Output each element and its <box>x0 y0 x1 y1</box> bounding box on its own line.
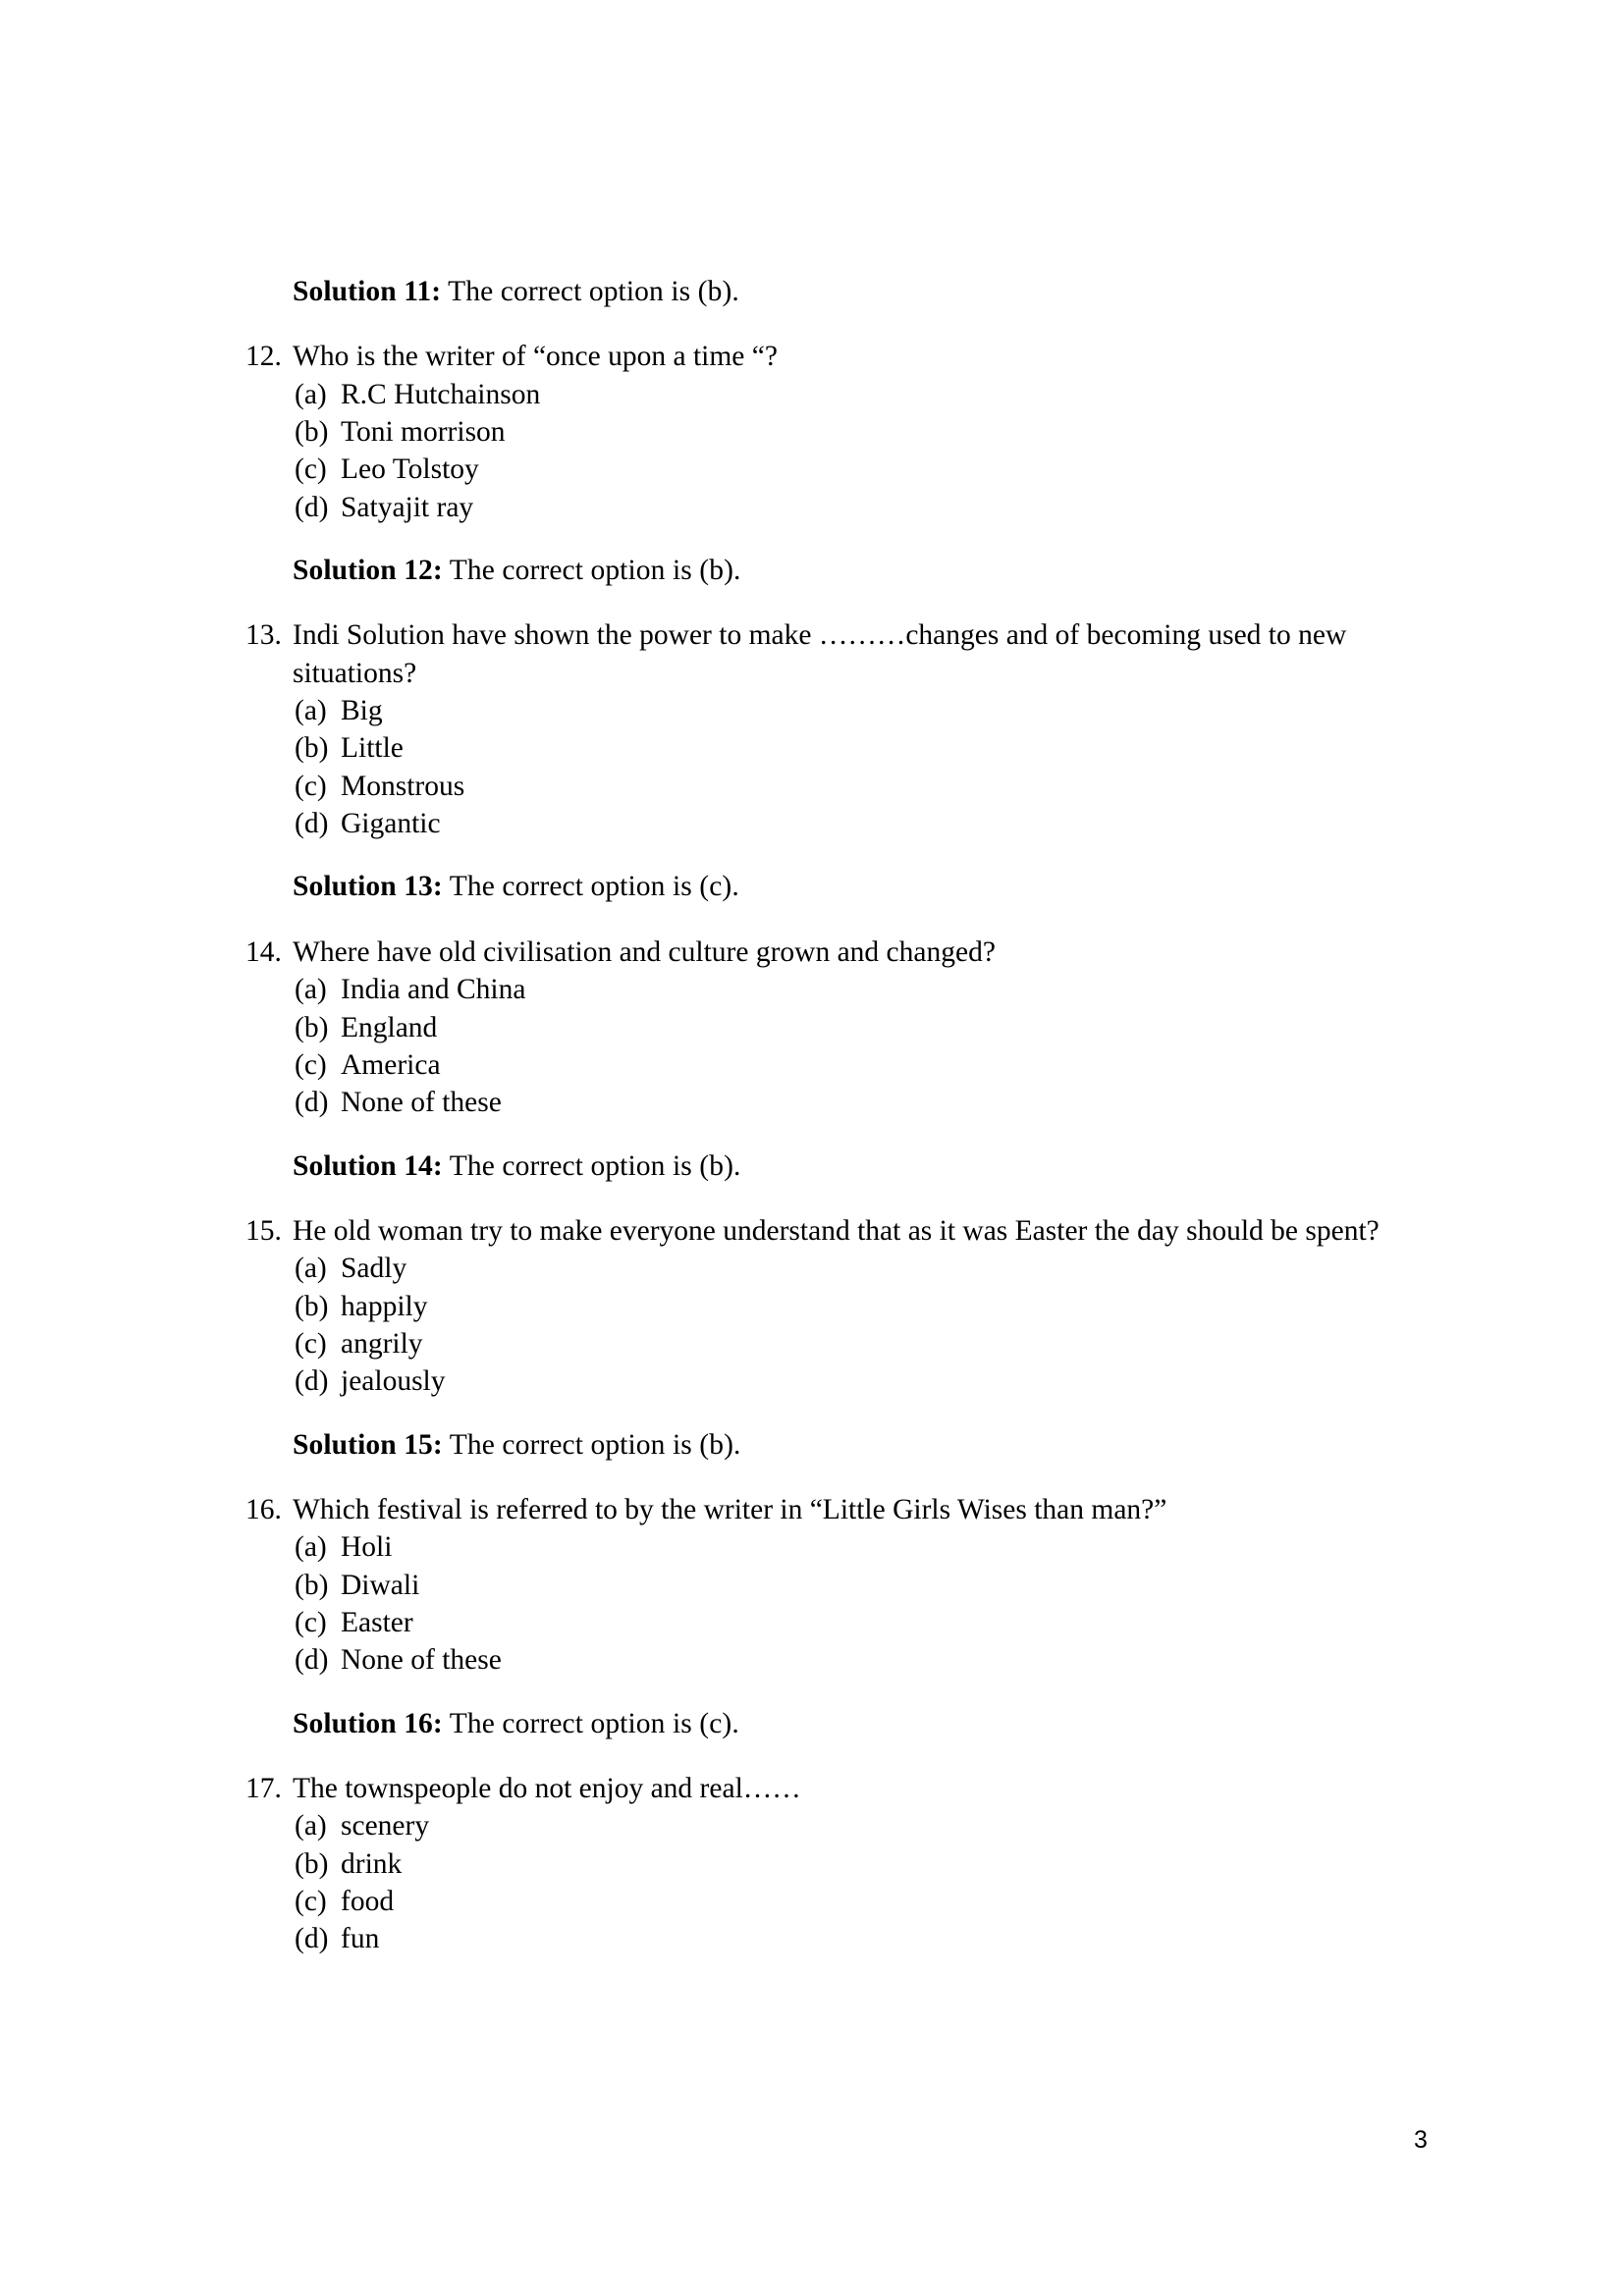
option-marker: (b) <box>295 416 329 449</box>
option-label: Satyajit ray <box>341 491 474 523</box>
block-spacer <box>245 1464 1434 1491</box>
question-text: Which festival is referred to by the writer in “Little Girls Wises than man?” <box>293 1493 1167 1525</box>
block-spacer <box>245 1122 1434 1148</box>
option-marker: (b) <box>295 732 329 765</box>
solution-line <box>293 1705 1434 1742</box>
option-label: Big <box>341 695 383 727</box>
question-block <box>245 934 1434 1122</box>
option-item[interactable] <box>295 729 1434 767</box>
question-block <box>245 338 1434 526</box>
question-block <box>245 1212 1434 1401</box>
block-spacer <box>245 526 1434 552</box>
option-item[interactable] <box>295 692 1434 729</box>
option-list <box>295 692 1434 842</box>
option-marker: (d) <box>295 1644 329 1677</box>
option-label: Gigantic <box>341 808 441 840</box>
option-item[interactable] <box>295 1009 1434 1046</box>
option-label: India and China <box>341 974 526 1006</box>
question-number: 13. <box>245 619 282 652</box>
option-label: Monstrous <box>341 770 465 802</box>
solution-label: Solution 16: <box>293 1707 443 1739</box>
option-label: R.C Hutchainson <box>341 378 541 410</box>
question-line <box>245 934 1434 971</box>
option-item[interactable] <box>295 413 1434 451</box>
question-number: 16. <box>245 1493 282 1525</box>
question-text: He old woman try to make everyone understand that as it was Easter the day should be spent? <box>293 1214 1380 1247</box>
option-item[interactable] <box>295 768 1434 805</box>
option-item[interactable] <box>295 1845 1434 1883</box>
option-item[interactable] <box>295 1250 1434 1287</box>
block-spacer <box>245 1742 1434 1770</box>
solution-label: Solution 11: <box>293 276 442 307</box>
option-item[interactable] <box>295 451 1434 488</box>
option-label: Easter <box>341 1606 413 1638</box>
question-number: 14. <box>245 935 282 968</box>
option-label: jealously <box>341 1365 446 1398</box>
option-marker: (b) <box>295 1847 329 1880</box>
option-label: angrily <box>341 1327 423 1360</box>
option-label: drink <box>341 1847 403 1880</box>
option-list <box>295 1528 1434 1679</box>
solution-answer-text: The correct option is (b). <box>442 1149 741 1182</box>
solution-answer-text: The correct option is (b). <box>442 1428 741 1461</box>
block-spacer <box>245 906 1434 934</box>
question-text: Where have old civilisation and culture grown and changed? <box>293 935 996 968</box>
option-item[interactable] <box>295 1641 1434 1679</box>
option-marker: (d) <box>295 808 329 840</box>
option-marker: (d) <box>295 491 329 523</box>
option-item[interactable] <box>295 1288 1434 1325</box>
solution-line <box>293 552 1434 589</box>
option-marker: (a) <box>295 1810 327 1842</box>
option-item[interactable] <box>295 1883 1434 1920</box>
option-marker: (c) <box>295 770 327 802</box>
option-label: Little <box>341 732 404 765</box>
option-item[interactable] <box>295 1362 1434 1400</box>
solution-answer-text: The correct option is (c). <box>442 871 739 903</box>
block-spacer <box>245 1680 1434 1705</box>
solution-line <box>293 1426 1434 1464</box>
question-line <box>245 616 1434 692</box>
option-list <box>295 971 1434 1121</box>
block-spacer <box>245 842 1434 868</box>
solution-label: Solution 13: <box>293 871 443 903</box>
option-marker: (b) <box>295 1290 329 1322</box>
option-item[interactable] <box>295 971 1434 1008</box>
option-marker: (c) <box>295 1048 327 1081</box>
solution-label: Solution 15: <box>293 1428 443 1461</box>
option-marker: (b) <box>295 1569 329 1601</box>
block-spacer <box>245 310 1434 338</box>
option-marker: (c) <box>295 1886 327 1918</box>
question-text: Indi Solution have shown the power to make ………changes and of becoming used to new situations? <box>293 619 1354 689</box>
option-marker: (d) <box>295 1087 329 1119</box>
solution-line <box>293 868 1434 905</box>
solution-line <box>293 273 1434 310</box>
option-marker: (b) <box>295 1011 329 1043</box>
option-label: food <box>341 1886 395 1918</box>
option-label: England <box>341 1011 438 1043</box>
option-label: America <box>341 1048 441 1081</box>
option-marker: (a) <box>295 974 327 1006</box>
solution-answer-text: The correct option is (c). <box>442 1707 739 1739</box>
option-marker: (d) <box>295 1365 329 1398</box>
option-marker: (c) <box>295 454 327 486</box>
option-item[interactable] <box>295 1920 1434 1957</box>
solution-label: Solution 14: <box>293 1149 443 1182</box>
option-marker: (a) <box>295 1253 327 1285</box>
option-item[interactable] <box>295 489 1434 526</box>
option-item[interactable] <box>295 1807 1434 1844</box>
question-block <box>245 1770 1434 1958</box>
question-text: Who is the writer of “once upon a time “? <box>293 341 778 373</box>
page-content <box>245 273 1434 1958</box>
option-marker: (a) <box>295 1531 327 1564</box>
block-spacer <box>245 589 1434 616</box>
option-list <box>295 1250 1434 1400</box>
question-line <box>245 1491 1434 1528</box>
option-item[interactable] <box>295 1604 1434 1641</box>
option-label: Sadly <box>341 1253 407 1285</box>
question-line <box>245 1212 1434 1250</box>
option-label: scenery <box>341 1810 430 1842</box>
option-item[interactable] <box>295 805 1434 842</box>
option-marker: (c) <box>295 1327 327 1360</box>
option-marker: (a) <box>295 695 327 727</box>
solution-label: Solution 12: <box>293 555 443 587</box>
option-label: Holi <box>341 1531 393 1564</box>
option-list <box>295 376 1434 526</box>
option-label: Leo Tolstoy <box>341 454 479 486</box>
question-line <box>245 1770 1434 1807</box>
option-item[interactable] <box>295 376 1434 413</box>
option-marker: (c) <box>295 1606 327 1638</box>
option-label: Diwali <box>341 1569 420 1601</box>
option-item[interactable] <box>295 1046 1434 1084</box>
option-item[interactable] <box>295 1528 1434 1566</box>
option-label: fun <box>341 1923 380 1955</box>
option-marker: (a) <box>295 378 327 410</box>
block-spacer <box>245 1185 1434 1212</box>
option-item[interactable] <box>295 1084 1434 1121</box>
block-spacer <box>245 1401 1434 1426</box>
question-block <box>245 1491 1434 1680</box>
question-line <box>245 338 1434 375</box>
solution-line <box>293 1148 1434 1185</box>
question-number: 17. <box>245 1773 282 1804</box>
question-number: 12. <box>245 341 282 373</box>
option-item[interactable] <box>295 1567 1434 1604</box>
question-block <box>245 616 1434 842</box>
option-label: Toni morrison <box>341 416 506 449</box>
option-label: None of these <box>341 1087 502 1119</box>
option-label: None of these <box>341 1644 502 1677</box>
page-number: 3 <box>1414 2126 1428 2154</box>
question-number: 15. <box>245 1214 282 1247</box>
option-label: happily <box>341 1290 428 1322</box>
solution-answer-text: The correct option is (b). <box>442 555 741 587</box>
option-item[interactable] <box>295 1325 1434 1362</box>
solution-answer-text: The correct option is (b). <box>441 276 739 307</box>
option-marker: (d) <box>295 1923 329 1955</box>
question-text: The townspeople do not enjoy and real…… <box>293 1773 801 1804</box>
option-list <box>295 1807 1434 1957</box>
